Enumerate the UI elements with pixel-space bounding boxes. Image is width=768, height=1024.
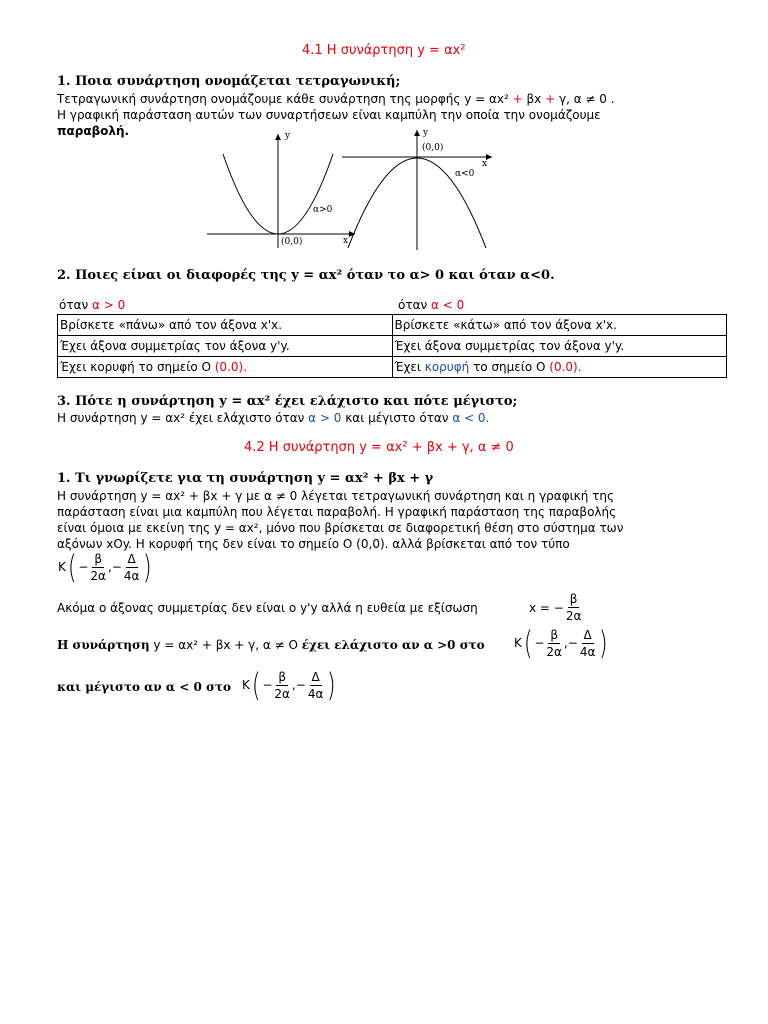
denominator: 2α xyxy=(546,644,562,659)
denominator: 2α xyxy=(274,686,290,701)
x-equals: x = − xyxy=(529,600,564,615)
q3-cond-min: α > 0 xyxy=(308,411,342,425)
q1-def-mid: βx xyxy=(522,92,546,106)
col2-header-text: όταν xyxy=(398,298,431,312)
x-axis-label: x xyxy=(343,236,349,246)
denominator: 2α xyxy=(90,568,106,583)
col2-condition: α < 0 xyxy=(431,298,465,312)
q4-line-2: παράσταση είναι μια καμπύλη που λέγεται παραβολή. Η γραφική παράσταση της παραβολής xyxy=(57,505,617,519)
condition-label: α>0 xyxy=(313,205,333,215)
paren-close-icon: ) xyxy=(143,548,153,586)
denominator: 4α xyxy=(123,568,140,583)
q1-plus-1: + xyxy=(512,92,523,106)
table-cell: Βρίσκετε «κάτω» από τον άξονα x'x. xyxy=(392,315,727,336)
fraction-delta-4a xyxy=(122,553,142,582)
minimum-statement xyxy=(57,638,485,652)
q3-cond-max: α < 0. xyxy=(452,411,490,425)
table-cell: Έχει άξονα συμμετρίας τον άξονα y'y. xyxy=(58,336,393,357)
vertex-k: K xyxy=(242,678,250,692)
col1-header xyxy=(59,298,125,312)
comma: , xyxy=(107,560,112,574)
minus-sign: − xyxy=(78,560,89,574)
min-post: έχει ελάχιστο αν α >0 στο xyxy=(301,638,485,652)
question-3-heading: 3. Πότε η συνάρτηση y = αx² έχει ελάχιστο και πότε μέγιστο; xyxy=(57,394,518,409)
fraction-delta-4a xyxy=(306,671,326,700)
cell-text: Έχει xyxy=(394,360,425,374)
numerator: β xyxy=(94,551,103,566)
q3-text: Η συνάρτηση y = αx² έχει ελάχιστο όταν xyxy=(57,411,309,425)
axis-line-text: Ακόμα ο άξονας συμμετρίας δεν είναι ο y'y αλλά η ευθεία με εξίσωση xyxy=(57,601,478,615)
y-axis-label: y xyxy=(285,131,291,141)
maximum-vertex-formula xyxy=(242,666,338,704)
paren-close-icon: ) xyxy=(327,666,337,704)
vertex-point: (0.0). xyxy=(549,360,582,374)
y-axis-arrow-icon xyxy=(414,130,420,136)
vertex-point: (0.0). xyxy=(214,360,248,374)
table-row xyxy=(58,357,727,378)
col1-condition: α > 0 xyxy=(92,298,126,312)
q1-definition-line xyxy=(57,92,615,106)
paren-close-icon: ) xyxy=(599,624,609,662)
x-axis-label: x xyxy=(482,159,488,169)
section-title-4-1: 4.1 Η συνάρτηση y = αx² xyxy=(302,43,466,58)
vertex-word: κορυφή xyxy=(424,360,470,374)
parabola-graph-negative xyxy=(340,126,500,252)
table-cell xyxy=(392,357,727,378)
col1-header-text: όταν xyxy=(59,298,92,312)
q1-line-3: παραβολή. xyxy=(57,124,130,138)
q1-def-post: γ, α ≠ 0 . xyxy=(555,92,615,106)
q4-line-3: είναι όμοια με εκείνη της y = αx², μόνο που βρίσκεται σε διαφορετική θέση στο σύστημα των xyxy=(57,521,624,535)
condition-label: α<0 xyxy=(455,169,475,179)
numerator: β xyxy=(278,669,287,684)
fraction-beta-2a xyxy=(544,629,564,658)
question-4-heading: 1. Τι γνωρίζετε για τη συνάρτηση y = αx² + βx + γ xyxy=(57,471,434,486)
q3-text-mid: και μέγιστο όταν xyxy=(341,411,453,425)
min-pre: Η συνάρτηση xyxy=(57,638,150,652)
table-cell xyxy=(58,357,393,378)
fraction-beta-2a xyxy=(88,553,108,582)
col2-header xyxy=(398,298,464,312)
minus-sign: − xyxy=(262,678,273,692)
numerator: β xyxy=(550,627,559,642)
table-cell: Έχει άξονα συμμετρίας τον άξονα y'y. xyxy=(392,336,727,357)
q4-line-4: αξόνων xOy. Η κορυφή της δεν είναι το σημείο Ο (0,0). αλλά βρίσκεται από τον τύπο xyxy=(57,537,570,551)
comma: , xyxy=(291,678,296,692)
y-axis-label: y xyxy=(423,128,429,138)
origin-label: (0,0) xyxy=(281,237,303,247)
q3-answer-line xyxy=(57,411,489,425)
comma: , xyxy=(563,636,568,650)
minus-sign: − xyxy=(111,560,122,574)
numerator: Δ xyxy=(311,669,320,684)
paren-open-icon: ( xyxy=(67,548,77,586)
vertex-formula xyxy=(58,548,154,586)
denominator: 4α xyxy=(579,644,596,659)
maximum-statement: και μέγιστο αν α < 0 στο xyxy=(57,680,231,694)
q1-def-text: Τετραγωνική συνάρτηση ονομάζουμε κάθε συνάρτηση της μορφής y = αx² xyxy=(57,92,513,106)
y-axis-arrow-icon xyxy=(275,134,281,140)
question-2-heading: 2. Ποιες είναι οι διαφορές της y = αx² όταν το α> 0 και όταν α<0. xyxy=(57,268,555,283)
fraction-delta-4a xyxy=(578,629,598,658)
minus-sign: − xyxy=(295,678,306,692)
q1-line-2: Η γραφική παράσταση αυτών των συναρτήσεων είναι καμπύλη την οποία την ονομάζουμε xyxy=(57,108,601,122)
fraction-beta-2a xyxy=(272,671,292,700)
denominator: 4α xyxy=(307,686,324,701)
paren-open-icon: ( xyxy=(251,666,261,704)
q4-line-1: Η συνάρτηση y = αx² + βx + γ με α ≠ 0 λέγεται τετραγωνική συνάρτηση και η γραφική της xyxy=(57,489,615,503)
table-cell: Βρίσκετε «πάνω» από τον άξονα x'x. xyxy=(58,315,393,336)
vertex-k: K xyxy=(514,636,522,650)
cell-text: Έχει κορυφή το σημείο Ο xyxy=(60,360,215,374)
minus-sign: − xyxy=(567,636,578,650)
comparison-table xyxy=(57,314,727,378)
table-row xyxy=(58,336,727,357)
origin-label: (0,0) xyxy=(422,143,444,153)
parabola-graph-positive xyxy=(205,130,360,250)
numerator: β xyxy=(569,592,578,606)
axis-equation xyxy=(529,593,583,622)
paren-open-icon: ( xyxy=(523,624,533,662)
question-1-heading: 1. Ποια συνάρτηση ονομάζεται τετραγωνική; xyxy=(57,74,401,89)
fraction-beta-2a xyxy=(564,593,584,622)
q1-plus-2: + xyxy=(545,92,556,106)
minimum-vertex-formula xyxy=(514,624,610,662)
minus-sign: − xyxy=(534,636,545,650)
denominator: 2α xyxy=(565,609,582,623)
vertex-k: K xyxy=(58,560,66,574)
min-mid: y = αx² + βx + γ, α ≠ O xyxy=(149,638,302,652)
table-row xyxy=(58,315,727,336)
numerator: Δ xyxy=(127,551,136,566)
section-title-4-2: 4.2 Η συνάρτηση y = αx² + βx + γ, α ≠ 0 xyxy=(244,440,514,455)
numerator: Δ xyxy=(583,627,592,642)
cell-text: το σημείο Ο xyxy=(469,360,550,374)
